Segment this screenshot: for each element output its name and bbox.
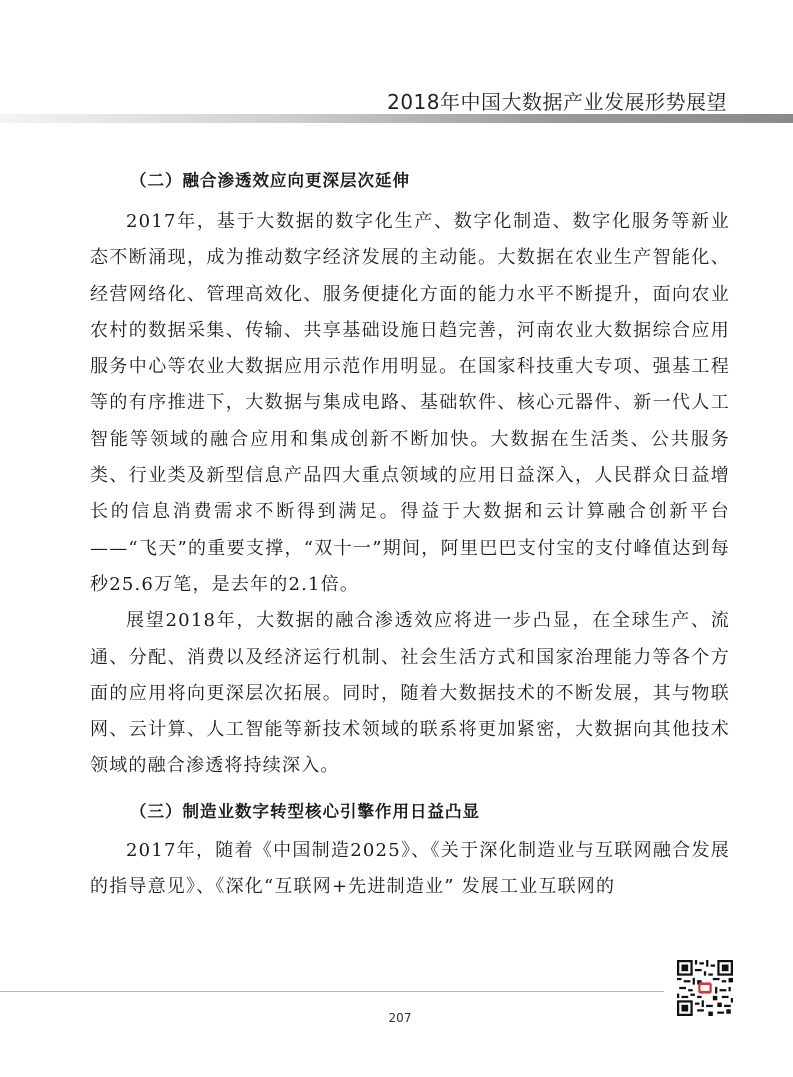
section-heading-3: （三）制造业数字转型核心引擎作用日益凸显: [130, 801, 480, 821]
page-body: [90, 160, 730, 905]
paragraph-2017-integration: 2017年，基于大数据的数字化生产、数字化制造、数字化服务等新业态不断涌现，成为推动数字经济发展的主动能。大数据在农业生产智能化、经营网络化、管理高效化、服务便捷化方面的能力水平不断提升，面向农业农村的数据采集、传输、共享基础设施日趋完善，河南农业大数据综合应用服务中心等农业大数据应用示范作用明显。在国家科技重大专项、强基工程等的有序推进下，大数据与集成电路、基础软件、核心元器件、新一代人工智能等领域的融合应用和集成创新不断加快。大数据在生活类、公共服务类、行业类及新型信息产品四大重点领域的应用日益深入，人民群众日益增长的信息消费需求不断得到满足。得益于大数据和云计算融合创新平台——“飞天”的重要支撑，“双十一”期间，阿里巴巴支付宝的支付峰值达到每秒25.6万笔，是去年的2.1倍。: [90, 211, 730, 595]
qr-code-icon: [677, 960, 733, 1016]
footer-divider: [0, 991, 664, 992]
paragraph-2018-outlook: 展望2018年，大数据的融合渗透效应将进一步凸显，在全球生产、流通、分配、消费以及经济运行机制、社会生活方式和国家治理能力等各个方面的应用将向更深层次拓展。同时，随着大数据技术的不断发展，其与物联网、云计算、人工智能等新技术领域的联系将更加紧密，大数据向其他技术领域的融合渗透将持续深入。: [90, 610, 730, 777]
running-header-title: 2018年中国大数据产业发展形势展望: [387, 90, 727, 114]
paragraph-manufacturing-2017: 2017年，随着《中国制造2025》、《关于深化制造业与互联网融合发展的指导意见》、《深化“互联网+先进制造业” 发展工业互联网的: [90, 839, 730, 898]
page-number: 207: [388, 1011, 412, 1025]
header-divider-bar: [0, 114, 793, 123]
section-heading-2: （二）融合渗透效应向更深层次延伸: [130, 171, 410, 190]
